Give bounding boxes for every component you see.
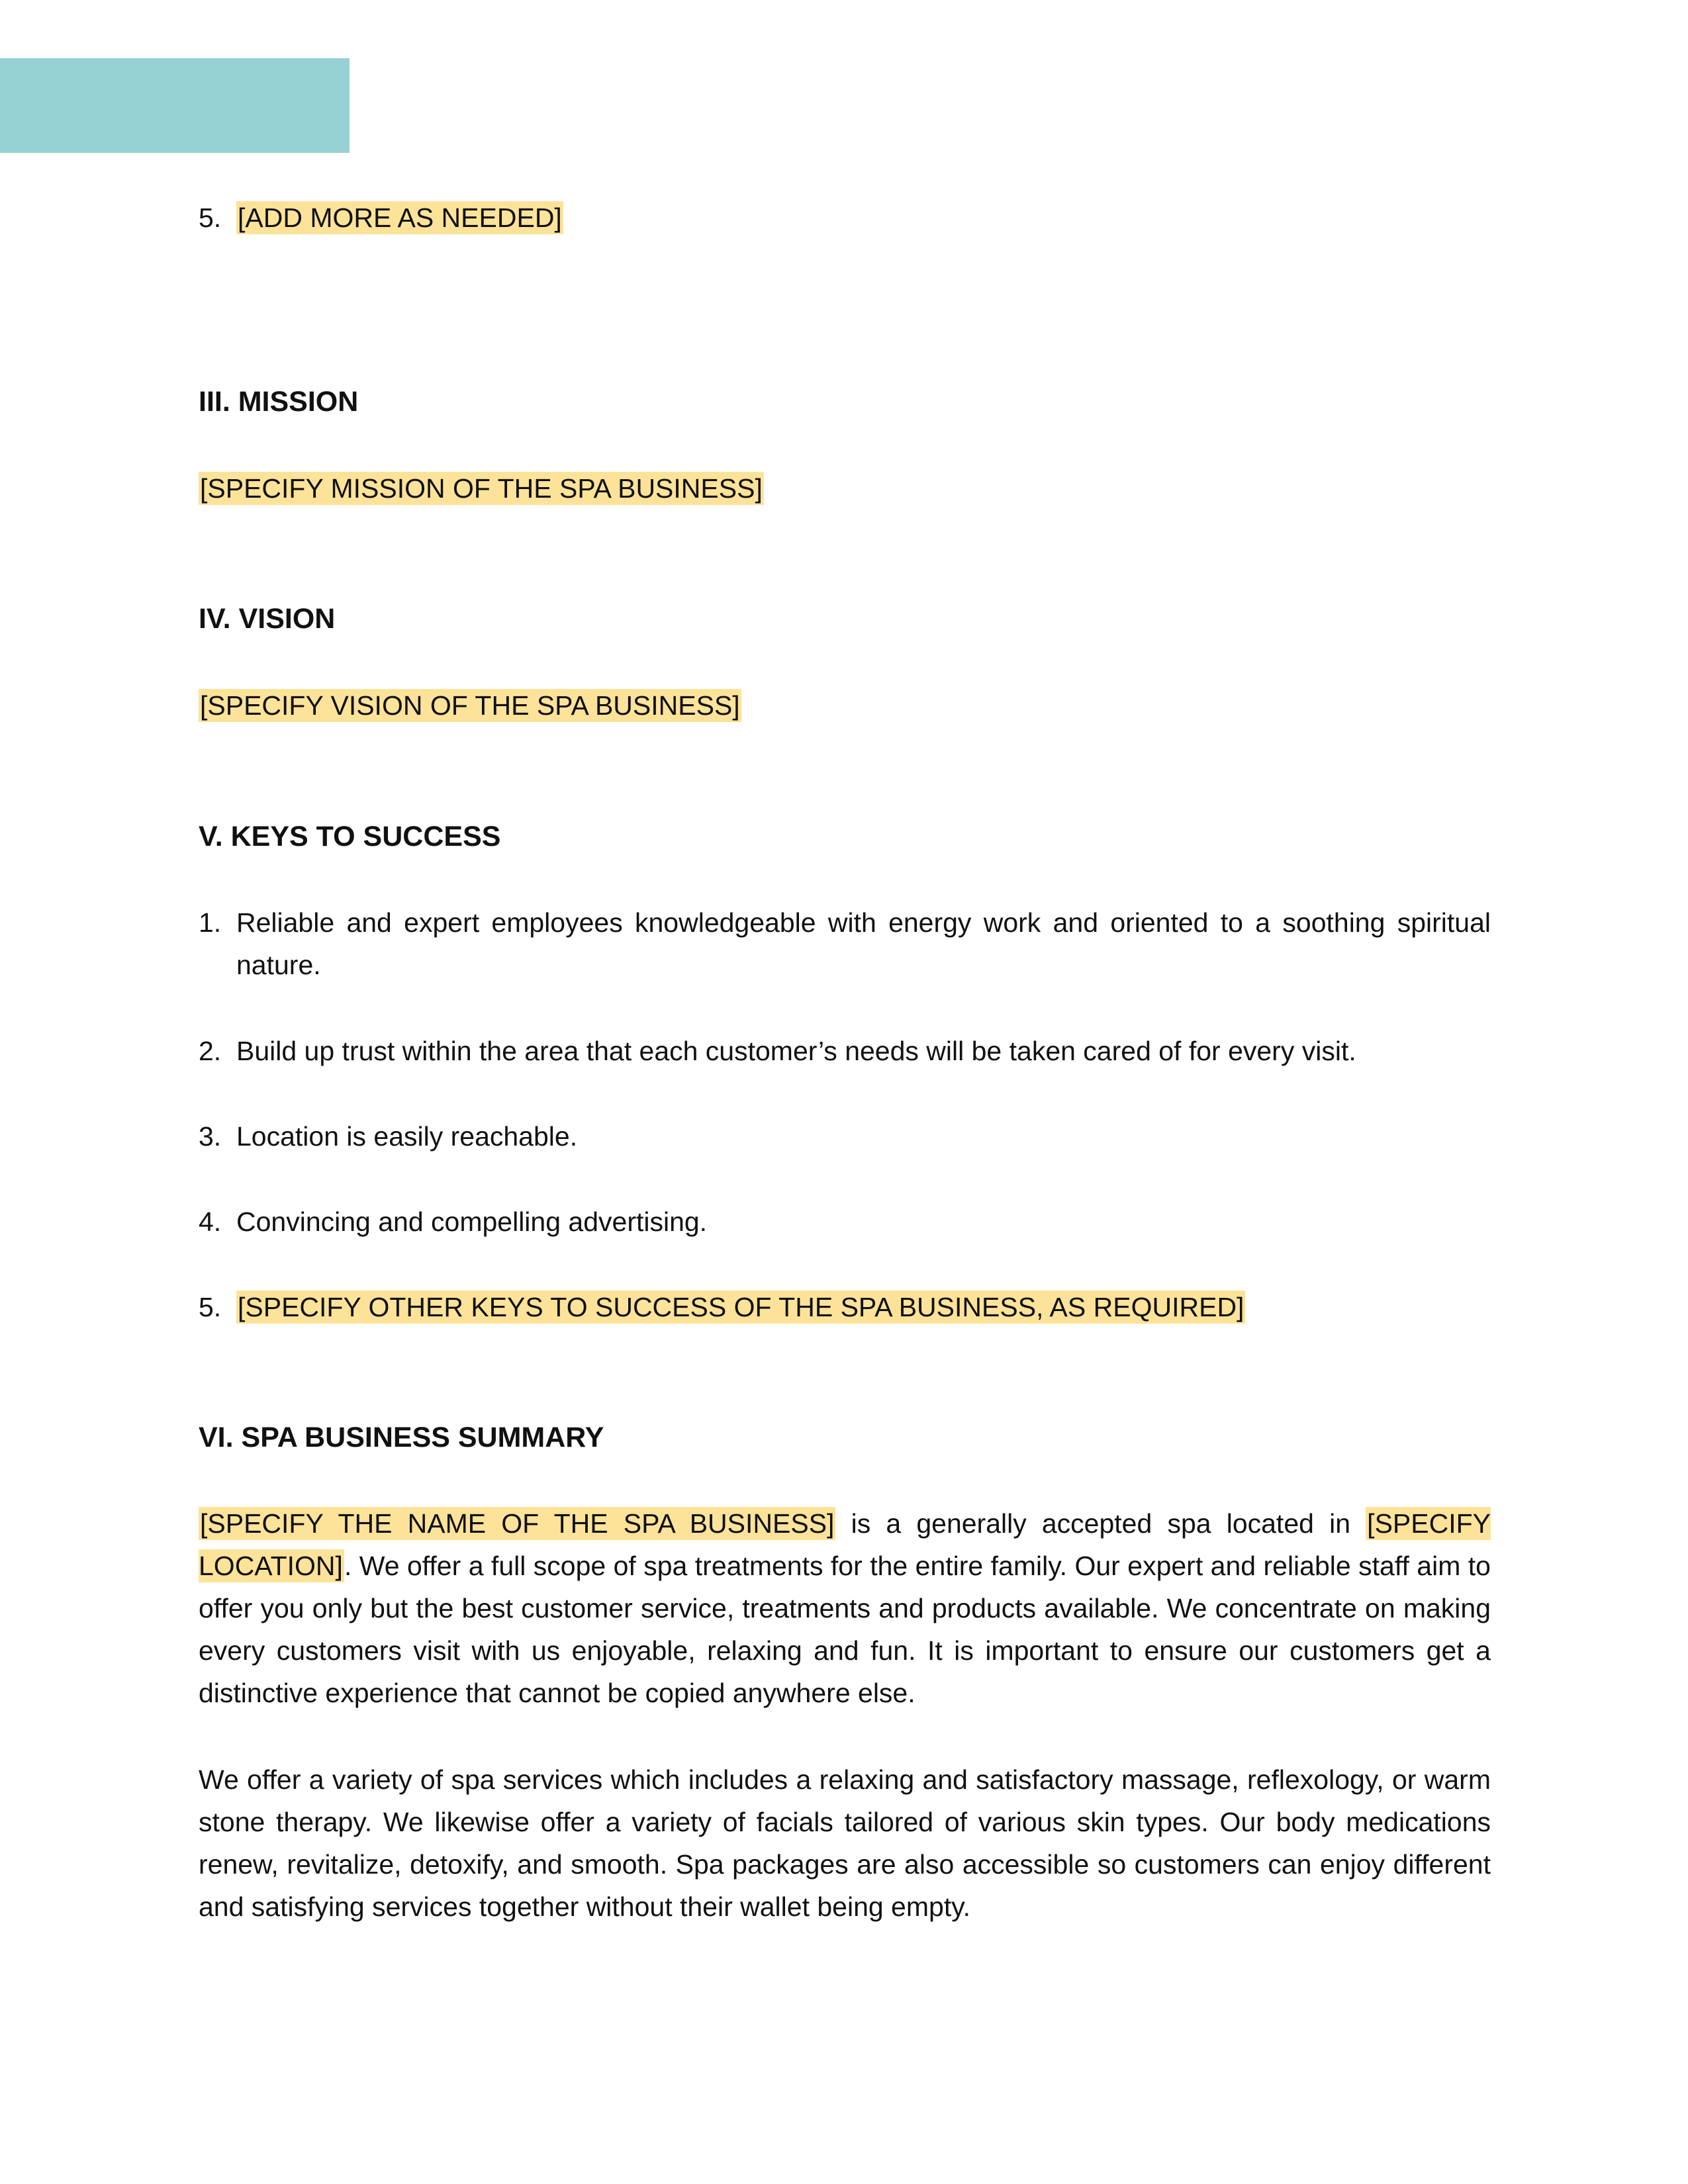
list-item bbox=[199, 1030, 1491, 1072]
header-accent-bar bbox=[0, 58, 350, 153]
list-item bbox=[199, 197, 1491, 239]
list-number: 3. bbox=[199, 1121, 222, 1152]
list-item-text: Reliable and expert employees knowledgeable with energy work and oriented to a soothing spiritual nature. bbox=[236, 907, 1491, 980]
list-item bbox=[199, 1201, 1491, 1243]
list-item-text: Build up trust within the area that each customer’s needs will be taken cared of for every visit. bbox=[236, 1036, 1356, 1066]
section-heading-summary: VI. SPA BUSINESS SUMMARY bbox=[199, 1422, 604, 1453]
summary-paragraph-2: We offer a variety of spa services which includes a relaxing and satisfactory massage, reflexology, or warm stone therapy. We likewise offer a variety of facials tailored of various skin types. Our body medications renew, revitalize, detoxify, and smooth. Spa packages are also accessible so customers can enjoy different and satisfying services together without their wallet being empty. bbox=[199, 1764, 1491, 1922]
mission-placeholder: [SPECIFY MISSION OF THE SPA BUSINESS] bbox=[200, 473, 763, 504]
section-heading-mission: III. MISSION bbox=[199, 386, 359, 418]
list-item bbox=[199, 1115, 1491, 1158]
location-placeholder: [SPECIFY LOCATION] bbox=[199, 1508, 1491, 1581]
list-number: 5. bbox=[199, 1292, 222, 1322]
list-number: 5. bbox=[199, 203, 222, 233]
list-number: 4. bbox=[199, 1206, 222, 1237]
list-item bbox=[199, 1286, 1491, 1328]
section-heading-keys: V. KEYS TO SUCCESS bbox=[199, 821, 501, 852]
placeholder-text: [SPECIFY OTHER KEYS TO SUCCESS OF THE SPA BUSINESS, AS REQUIRED] bbox=[238, 1292, 1244, 1322]
summary-paragraph-1: [SPECIFY THE NAME OF THE SPA BUSINESS] is a generally accepted spa located in [SPECIFY LOCATION]. We offer a full scope of spa treatments for the entire family. Our expert and reliable staff aim to offer you only but the best customer service, treatments and products available. We concentrate on making every customers visit with us enjoyable, relaxing and fun. It is important to ensure our customers get a distinctive experience that cannot be copied anywhere else. bbox=[199, 1508, 1491, 1708]
list-number: 1. bbox=[199, 907, 222, 938]
section-heading-vision: IV. VISION bbox=[199, 603, 336, 635]
list-item bbox=[199, 901, 1491, 986]
business-name-placeholder: [SPECIFY THE NAME OF THE SPA BUSINESS] bbox=[200, 1508, 835, 1539]
vision-placeholder: [SPECIFY VISION OF THE SPA BUSINESS] bbox=[200, 690, 740, 721]
list-item-text: Location is easily reachable. bbox=[236, 1121, 578, 1152]
list-item-text: Convincing and compelling advertising. bbox=[236, 1206, 708, 1237]
placeholder-text: [ADD MORE AS NEEDED] bbox=[238, 203, 562, 233]
list-number: 2. bbox=[199, 1036, 222, 1066]
